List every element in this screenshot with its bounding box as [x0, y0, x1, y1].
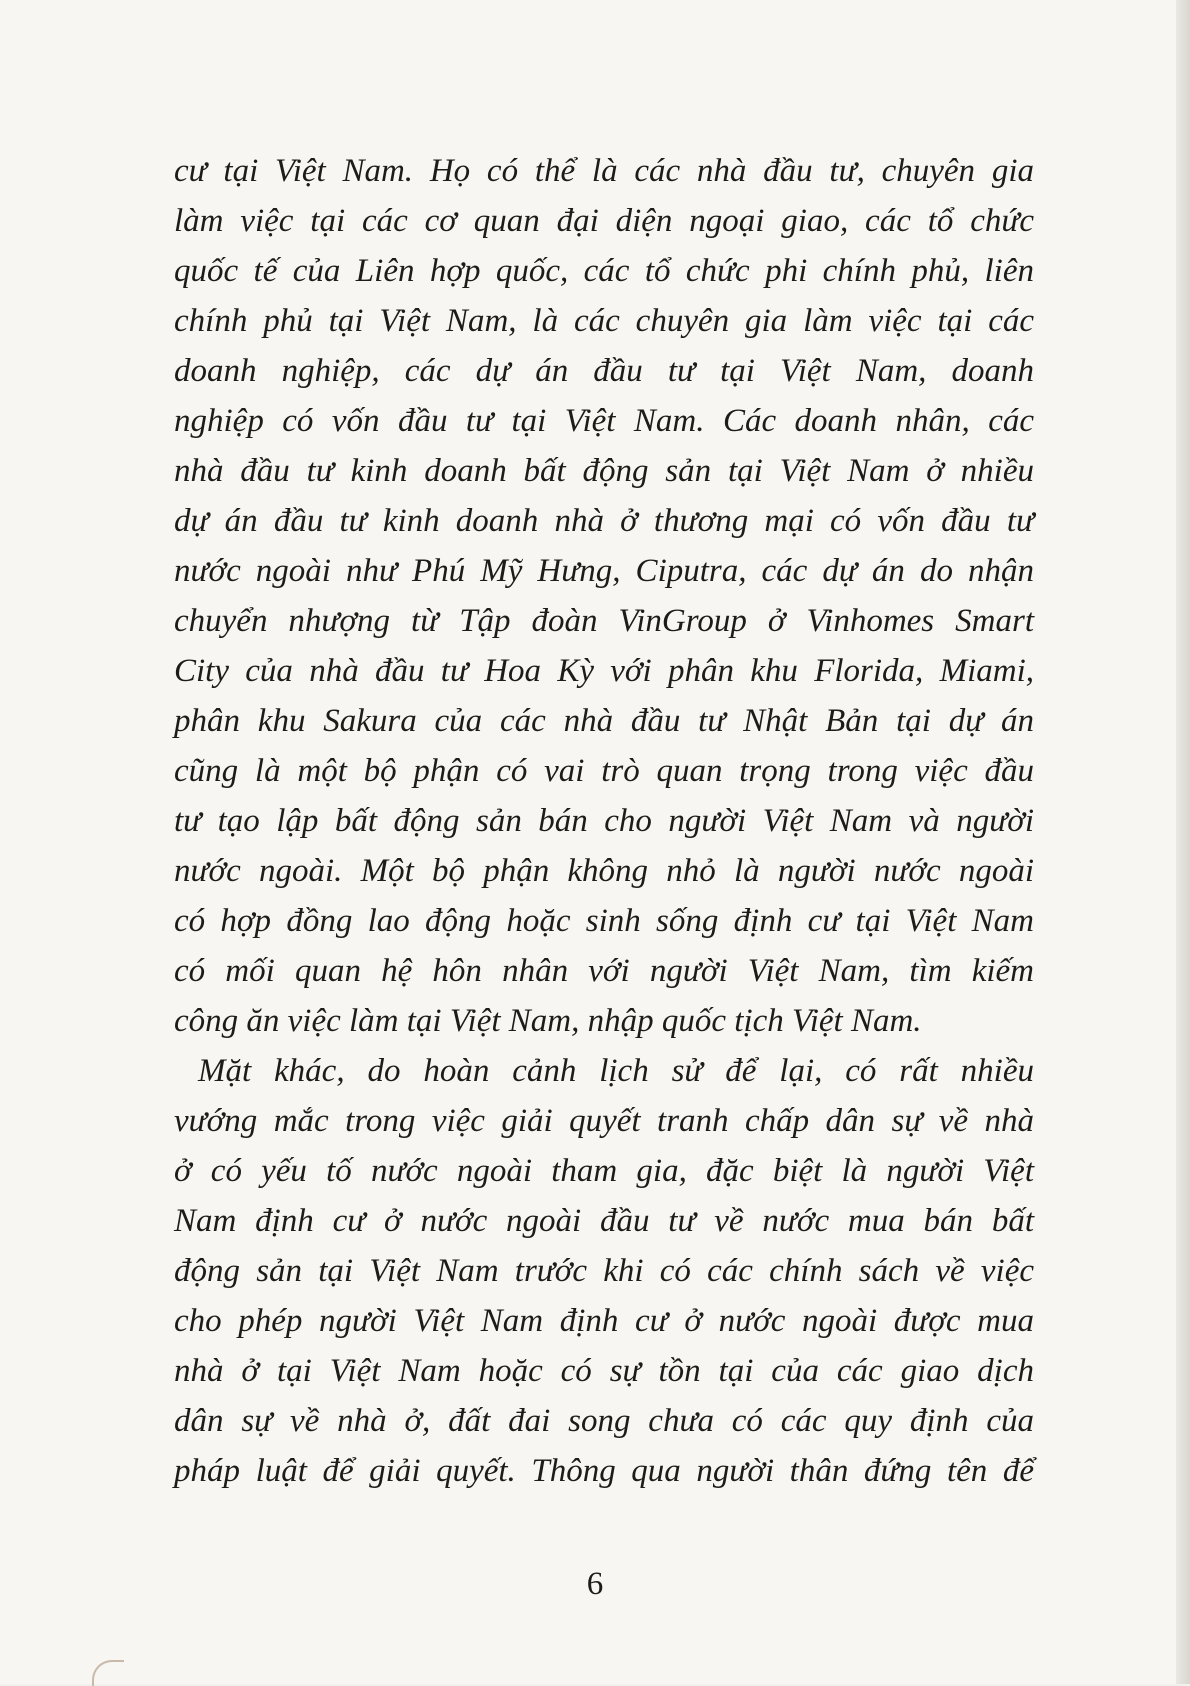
text-line: dự án đầu tư kinh doanh nhà ở thương mại có vốn đầu tư	[174, 503, 1034, 539]
text-line: làm việc tại các cơ quan đại diện ngoại giao, các tổ chức	[174, 203, 1034, 239]
page-edge-shadow	[1176, 0, 1190, 1684]
text-line: nhà ở tại Việt Nam hoặc có sự tồn tại của các giao dịch	[174, 1353, 1034, 1389]
text-line: chính phủ tại Việt Nam, là các chuyên gia làm việc tại các	[174, 303, 1034, 339]
text-line: động sản tại Việt Nam trước khi có các chính sách về việc	[174, 1253, 1034, 1289]
text-line: chuyển nhượng từ Tập đoàn VinGroup ở Vinhomes Smart	[174, 603, 1034, 639]
text-line: có mối quan hệ hôn nhân với người Việt Nam, tìm kiếm	[174, 953, 1034, 989]
text-line: quốc tế của Liên hợp quốc, các tổ chức phi chính phủ, liên	[174, 253, 1034, 289]
text-line: Nam định cư ở nước ngoài đầu tư về nước mua bán bất	[174, 1203, 1034, 1239]
text-line: nhà đầu tư kinh doanh bất động sản tại Việt Nam ở nhiều	[174, 453, 1034, 489]
page-number: 6	[586, 1566, 604, 1602]
text-line: nước ngoài như Phú Mỹ Hưng, Ciputra, các dự án do nhận	[174, 553, 1034, 589]
body-text	[174, 146, 1034, 1496]
text-line: phân khu Sakura của các nhà đầu tư Nhật Bản tại dự án	[174, 703, 1034, 739]
text-line: có hợp đồng lao động hoặc sinh sống định cư tại Việt Nam	[174, 903, 1034, 939]
text-line: ở có yếu tố nước ngoài tham gia, đặc biệt là người Việt	[174, 1153, 1034, 1189]
text-line: cũng là một bộ phận có vai trò quan trọng trong việc đầu	[174, 753, 1034, 789]
paragraph-first-line: Mặt khác, do hoàn cảnh lịch sử để lại, có rất nhiều	[198, 1053, 1034, 1089]
text-line: cư tại Việt Nam. Họ có thể là các nhà đầu tư, chuyên gia	[174, 153, 1034, 189]
text-line: công ăn việc làm tại Việt Nam, nhập quốc tịch Việt Nam.	[174, 1003, 922, 1039]
text-line: nghiệp có vốn đầu tư tại Việt Nam. Các doanh nhân, các	[174, 403, 1034, 439]
text-line: pháp luật để giải quyết. Thông qua người thân đứng tên để	[174, 1453, 1034, 1489]
text-line: vướng mắc trong việc giải quyết tranh chấp dân sự về nhà	[174, 1103, 1034, 1139]
text-line: tư tạo lập bất động sản bán cho người Việt Nam và người	[174, 803, 1034, 839]
text-line: City của nhà đầu tư Hoa Kỳ với phân khu Florida, Miami,	[174, 653, 1034, 689]
scan-corner-mark	[92, 1660, 124, 1686]
text-line: dân sự về nhà ở, đất đai song chưa có các quy định của	[174, 1403, 1034, 1439]
text-line: cho phép người Việt Nam định cư ở nước ngoài được mua	[174, 1303, 1034, 1339]
text-line: nước ngoài. Một bộ phận không nhỏ là người nước ngoài	[174, 853, 1034, 889]
text-line: doanh nghiệp, các dự án đầu tư tại Việt Nam, doanh	[174, 353, 1034, 389]
